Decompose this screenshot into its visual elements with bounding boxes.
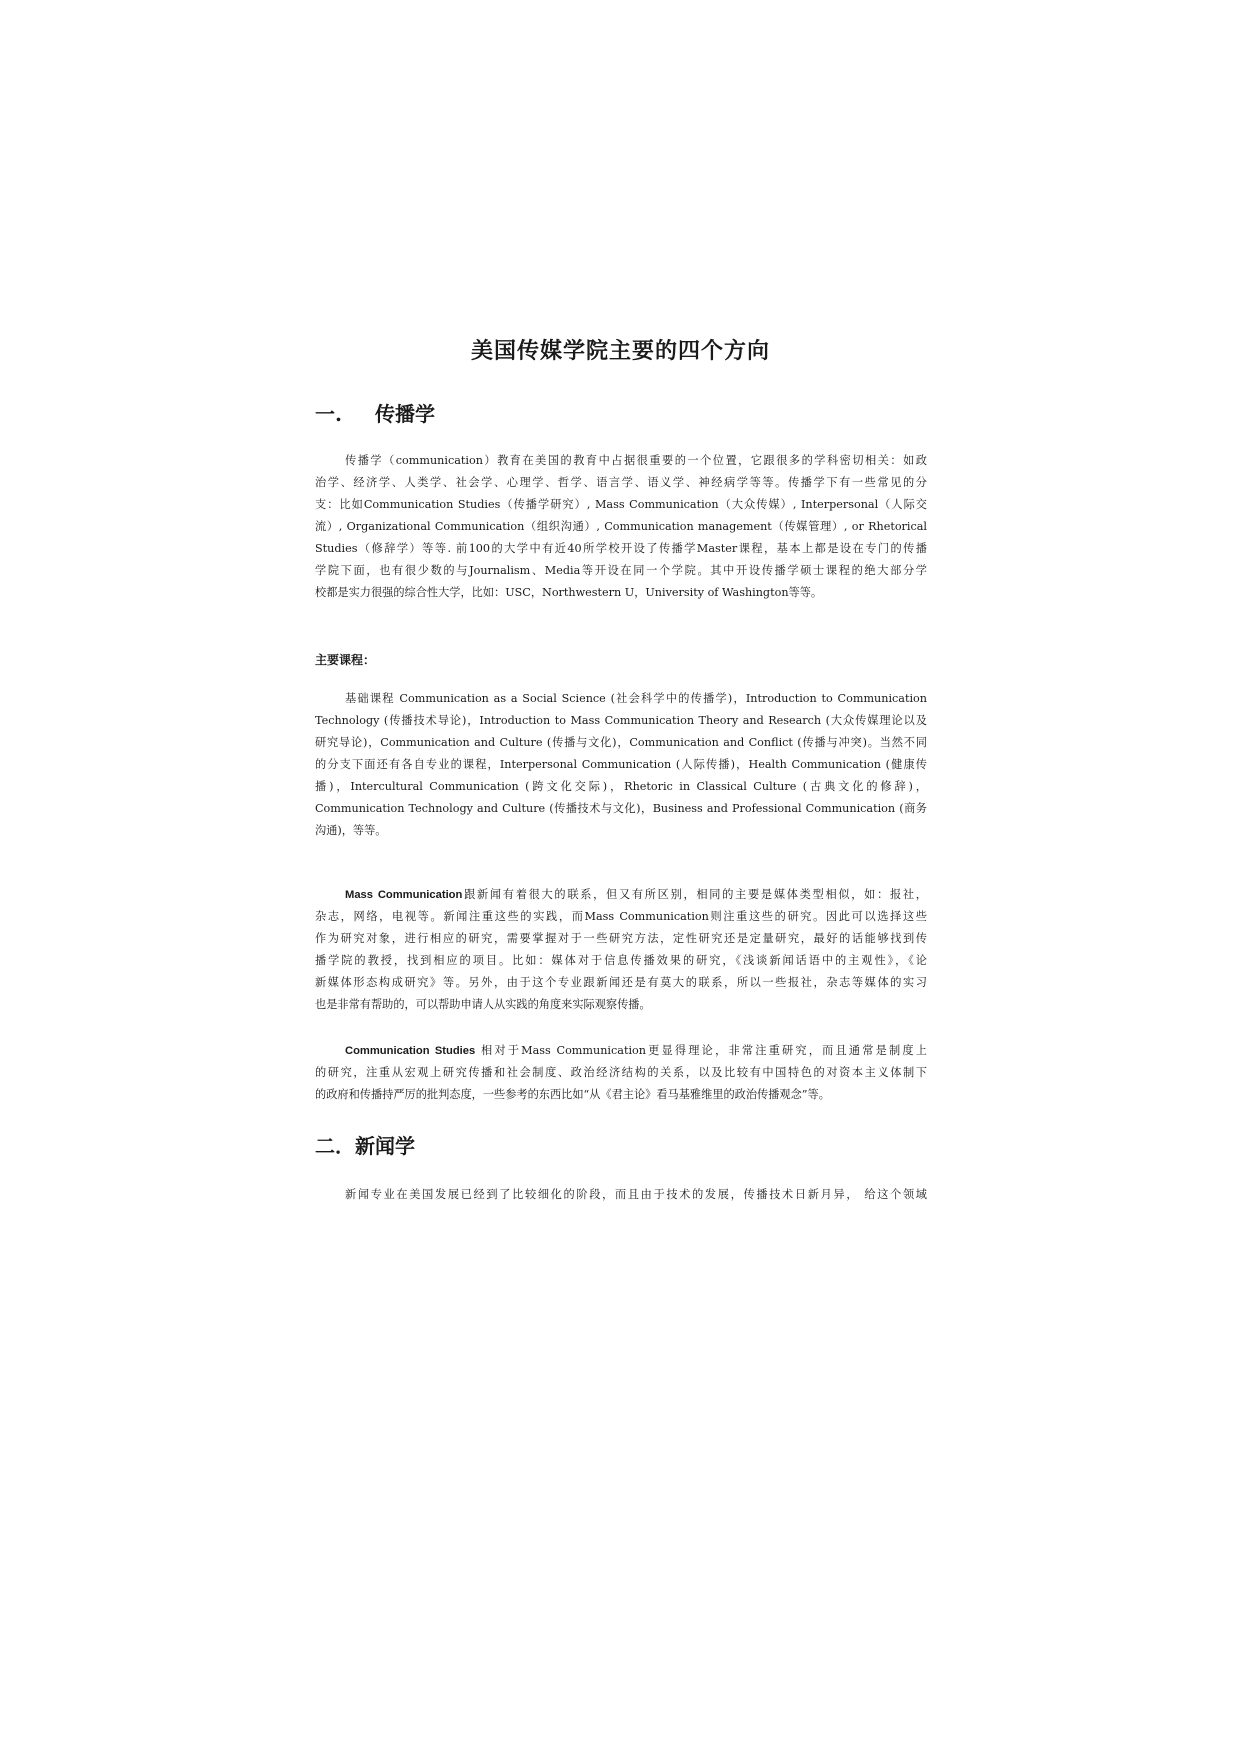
text-line: 基础课程 Communication as a Social Science (社会科学中的传播学)，Introduction to Communication: [345, 692, 927, 705]
term-mass-communication: Mass Communication: [345, 889, 463, 901]
text-line: 的政府和传播持严厉的批判态度，一些参考的东西比如“从《君主论》看马基雅维里的政治传播观念”等。: [315, 1088, 830, 1101]
text-line: 作为研究对象，进行相应的研究，需要掌握对于一些研究方法，定性研究还是定量研究，最好的话能够找到传: [315, 932, 927, 945]
text-line: 杂志，网络，电视等。新闻注重这些的实践，而Mass Communication则注重这些的研究。因此可以选择这些: [315, 910, 927, 923]
document-title: 美国传媒学院主要的四个方向: [470, 338, 770, 364]
text-line: 的研究，注重从宏观上研究传播和社会制度、政治经济结构的关系，以及比较有中国特色的对资本主义体制下: [315, 1066, 927, 1079]
text-span: 相对于Mass Communication更显得理论，非常注重研究，而且通常是制度上: [475, 1044, 927, 1057]
text-line: 的分支下面还有各自专业的课程，Interpersonal Communication (人际传播)，Health Communication (健康传: [315, 758, 927, 771]
text-line: 也是非常有帮助的，可以帮助申请人从实践的角度来实际观察传播。: [315, 998, 651, 1011]
text-line: [315, 1040, 927, 1062]
paragraph-mass-communication: [315, 884, 927, 1016]
paragraph-communication-studies: [315, 1040, 927, 1106]
text-line: 校都是实力很强的综合性大学，比如：USC，Northwestern U，University of Washington等等。: [315, 586, 823, 599]
text-line: 新媒体形态构成研究》等。另外，由于这个专业跟新闻还是有莫大的联系，所以一些报社，杂志等媒体的实习: [315, 976, 927, 989]
text-line: 研究导论)，Communication and Culture (传播与文化)，Communication and Conflict (传播与冲突)。当然不同: [315, 736, 927, 749]
text-line: 流）, Organizational Communication（组织沟通）, Communication management（传媒管理）, or Rhetorical: [315, 520, 927, 533]
text-line: 治学、经济学、人类学、社会学、心理学、哲学、语言学、语义学、神经病学等等。传播学下有一些常见的分: [315, 476, 927, 489]
text-line: Communication Technology and Culture (传播技术与文化)，Business and Professional Communication (商务: [315, 802, 927, 815]
text-line: 新闻专业在美国发展已经到了比较细化的阶段，而且由于技术的发展，传播技术日新月异， 给这个领域: [345, 1188, 927, 1201]
term-communication-studies: Communication Studies: [345, 1045, 476, 1057]
courses-label: 主要课程：: [315, 653, 376, 667]
section-heading-communication: [315, 398, 435, 427]
text-line: 传播学（communication）教育在美国的教育中占据很重要的一个位置，它跟很多的学科密切相关：如政: [345, 454, 927, 467]
text-line: [315, 884, 927, 906]
section-number: 一.: [315, 402, 342, 426]
text-line: 沟通)，等等。: [315, 824, 387, 837]
text-line: 播学院的教授，找到相应的项目。比如：媒体对于信息传播效果的研究，《浅谈新闻话语中的主观性》，《论: [315, 954, 927, 967]
paragraph-journalism: [315, 1184, 927, 1206]
paragraph-intro: [315, 450, 927, 604]
text-line: Studies（修辞学）等等. 前100的大学中有近40所学校开设了传播学Master课程，基本上都是设在专门的传播: [315, 542, 927, 555]
text-span: 跟新闻有着很大的联系，但又有所区别，相同的主要是媒体类型相似，如：报社，: [462, 888, 927, 901]
text-line: 播)，Intercultural Communication (跨文化交际)，Rhetoric in Classical Culture (古典文化的修辞)，: [315, 780, 927, 793]
text-line: 支：比如Communication Studies（传播学研究）, Mass Communication（大众传媒）, Interpersonal（人际交: [315, 498, 927, 511]
paragraph-courses: [315, 688, 927, 842]
text-line: 学院下面，也有很少数的与Journalism、Media等开设在同一个学院。其中开设传播学硕士课程的绝大部分学: [315, 564, 927, 577]
section-title: 传播学: [375, 402, 435, 426]
section-heading-journalism: 二．新闻学: [315, 1134, 415, 1158]
text-line: Technology (传播技术导论)，Introduction to Mass Communication Theory and Research (大众传媒理论以及: [315, 714, 927, 727]
